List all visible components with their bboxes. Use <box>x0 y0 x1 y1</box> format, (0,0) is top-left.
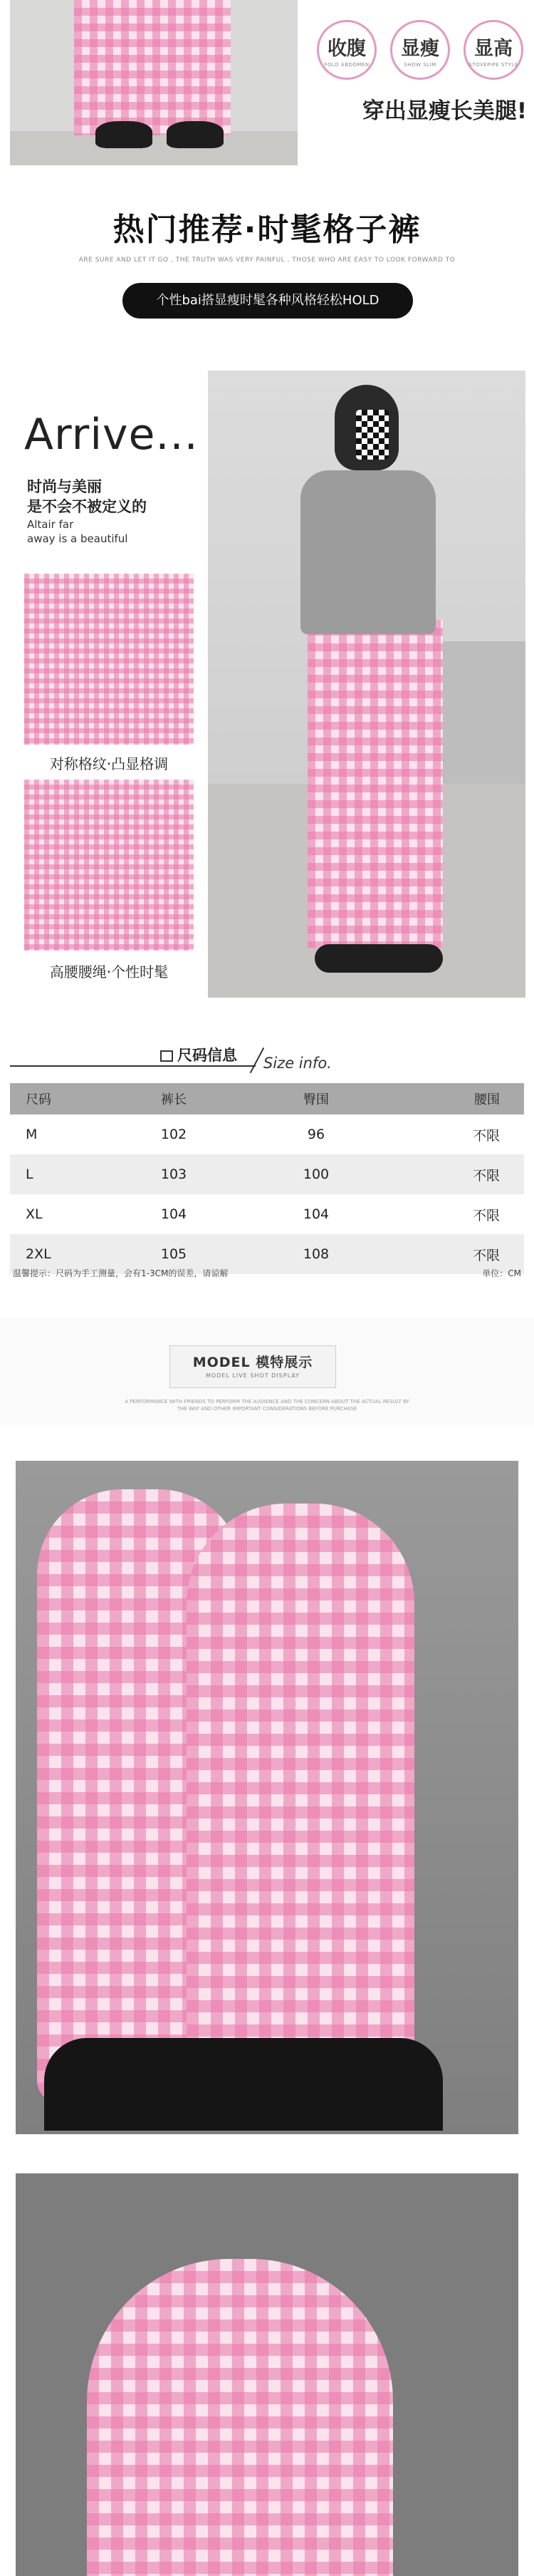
table-row <box>10 1114 524 1154</box>
size-heading <box>160 1044 237 1065</box>
detail-photo-pattern <box>24 574 194 745</box>
floor <box>10 131 298 165</box>
phone-icon <box>356 410 389 460</box>
badge-show-tall <box>464 20 523 80</box>
gingham-pants-right <box>187 1504 414 2109</box>
feature-badges <box>317 20 523 80</box>
table-cell: L <box>10 1154 103 1194</box>
size-table <box>10 1083 524 1274</box>
main-model-photo <box>208 371 525 998</box>
table-header: 尺码 <box>10 1083 103 1114</box>
table-cell: 105 <box>103 1234 245 1274</box>
table-cell: 108 <box>245 1234 387 1274</box>
model-title: MODEL 模特展示 <box>192 1355 313 1370</box>
gingham-pants <box>87 2259 393 2576</box>
badge-label: 显瘦 <box>401 37 439 60</box>
shoe-left <box>95 121 152 148</box>
size-note: 温馨提示：尺码为手工测量，会有1-3CM的误差，请谅解 <box>13 1268 229 1278</box>
shoe-right <box>167 121 224 148</box>
size-unit: 单位：CM <box>482 1268 521 1278</box>
detail-photo-waist <box>24 780 194 951</box>
table-cell: 104 <box>245 1194 387 1234</box>
size-heading-text: 尺码信息 <box>177 1047 237 1064</box>
size-heading-en: Size info. <box>263 1055 332 1072</box>
badge-label: 显高 <box>474 37 513 60</box>
arrive-title: Arrive... <box>24 410 199 460</box>
arrive-en-line1: Altair far <box>27 518 74 531</box>
model-photo-1 <box>16 1461 518 2134</box>
badge-sub: FOLD ABDOMEN <box>324 61 370 68</box>
top-model-photo <box>10 0 298 165</box>
detail-caption-pattern: 对称格纹·凸显格调 <box>49 755 169 772</box>
divider <box>10 1065 256 1067</box>
table-header: 臀围 <box>245 1083 387 1114</box>
table-cell: 103 <box>103 1154 245 1194</box>
hot-subtitle-en: ARE SURE AND LET IT GO , THE TRUTH WAS VERY PAINFUL , THOSE WHO ARE EASY TO LOOK FORWARD TO <box>78 257 456 264</box>
shoes <box>315 944 443 973</box>
table-row <box>10 1154 524 1194</box>
table-cell: M <box>10 1114 103 1154</box>
table-cell: 96 <box>245 1114 387 1154</box>
table-cell: 不限 <box>387 1114 524 1154</box>
table-cell: 不限 <box>387 1234 524 1274</box>
table-cell: 不限 <box>387 1154 524 1194</box>
badge-fold-abdomen <box>317 20 377 80</box>
table-cell: 100 <box>245 1154 387 1194</box>
hot-title: 热门推荐·时髦格子裤 <box>112 212 422 248</box>
detail-caption-waist: 高腰腰绳·个性时髦 <box>49 963 169 981</box>
model-title-box <box>169 1345 336 1388</box>
table-cell: 102 <box>103 1114 245 1154</box>
table-cell: 2XL <box>10 1234 103 1274</box>
gingham-pants <box>308 620 443 948</box>
arrive-en-line2: away is a beautiful <box>27 532 128 545</box>
table-header: 裤长 <box>103 1083 245 1114</box>
table-row <box>10 1194 524 1234</box>
badge-show-slim <box>390 20 450 80</box>
top-slogan: 穿出显瘦长美腿! <box>362 98 527 124</box>
table-cell: 104 <box>103 1194 245 1234</box>
table-icon <box>160 1050 173 1062</box>
badge-sub: SHOW SLIM <box>404 61 436 68</box>
grey-top <box>300 470 436 634</box>
gingham-pants-photo <box>74 0 231 135</box>
badge-sub: STOVEPIPE STYLE <box>468 61 518 68</box>
model-description: A PERFORMANCE WITH FRIENDS TO PERFORM THE AUDIENCE AND THE CONCERN ABOUT THE ACTUAL RESULT BY THE WAY AND OTHER IMPORTANT CONSIDERATIONS BEFORE PURCHASE <box>125 1399 409 1412</box>
table-cell: 不限 <box>387 1194 524 1234</box>
fluffy-slippers <box>44 2038 443 2131</box>
badge-label: 收腹 <box>328 37 366 60</box>
model-subtitle: MODEL LIVE SHOT DISPLAY <box>206 1372 300 1379</box>
divider-slash <box>250 1048 265 1073</box>
table-header-row <box>10 1083 524 1114</box>
arrive-cn-line1: 时尚与美丽 <box>27 478 102 495</box>
model-photo-2 <box>16 2173 518 2576</box>
hot-pill-banner: 个性bai搭显瘦时髦各种风格轻松HOLD <box>122 283 413 319</box>
table-header: 腰围 <box>387 1083 524 1114</box>
table-cell: XL <box>10 1194 103 1234</box>
arrive-cn-line2: 是不会不被定义的 <box>27 498 147 515</box>
